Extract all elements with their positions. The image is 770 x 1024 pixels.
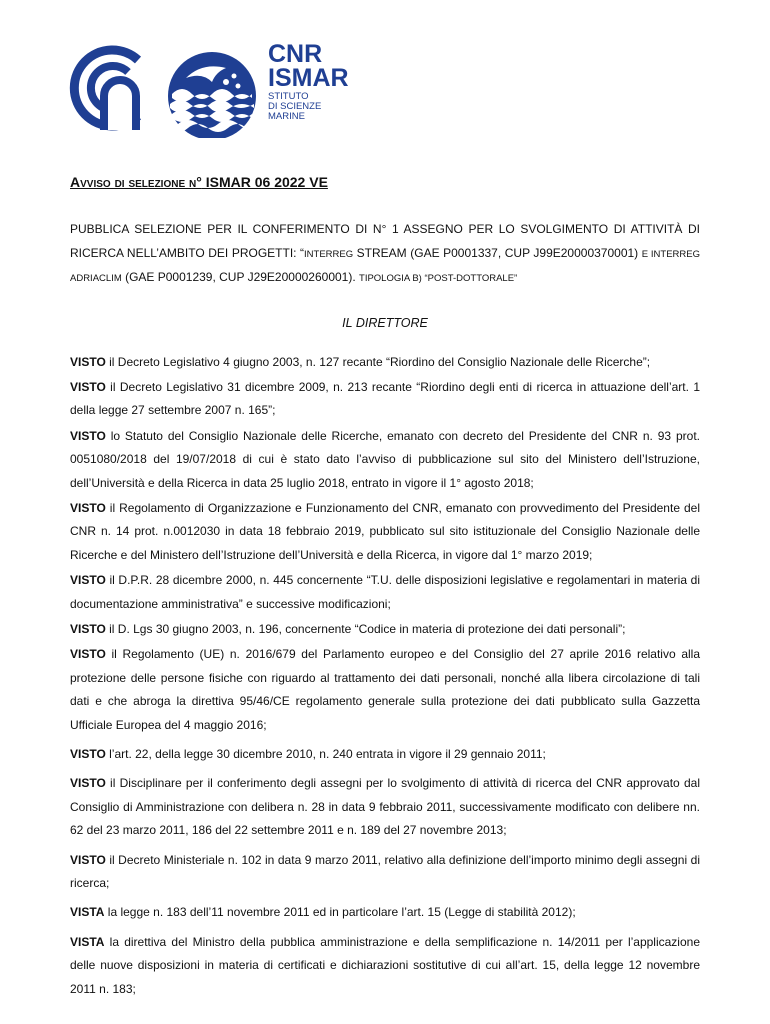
recital-text: il Decreto Legislativo 31 dicembre 2009, n. 213 recante “Riordino degli enti di ricerca in attuazione dell’art. 1 della legge 27 settembre 2007 n. 165”; (70, 379, 700, 418)
recital-text: il Decreto Ministeriale n. 102 in data 9 marzo 2011, relativo alla definizione dell’importo minimo degli assegni di ricerca; (70, 852, 700, 891)
logo-institute-line1: STITUTO (268, 91, 309, 102)
subject-part2: STREAM (GAE P0001337, CUP J99E20000370001) (353, 245, 642, 260)
recital-paragraph (70, 772, 700, 842)
recital-keyword: VISTO (70, 776, 106, 791)
logo-institute-name (268, 92, 321, 122)
notice-subject (70, 218, 700, 291)
notice-title-lead: Avviso di selezione n° (70, 174, 202, 190)
recital-keyword: VISTO (70, 354, 106, 369)
recital-text: lo Statuto del Consiglio Nazionale delle Ricerche, emanato con decreto del Presidente del CNR n. 93 prot. 0051080/2018 del 19/07/2018 di cui è stato dato l’avviso di pubblicazione sul sito del Ministero dell’Istruzione, dell’Università e della Ricerca in data 25 luglio 2018, entrato in vigore il 1° agosto 2018; (70, 428, 700, 490)
recital-paragraph (70, 497, 700, 567)
recital-keyword: VISTO (70, 747, 106, 761)
recital-keyword: VISTO (70, 428, 106, 443)
recital-keyword: VISTO (70, 573, 106, 588)
recital-keyword: VISTO (70, 379, 106, 394)
recital-keyword: VISTO (70, 621, 106, 636)
recital-keyword: VISTO (70, 852, 106, 867)
recital-text: l’art. 22, della legge 30 dicembre 2010, n. 240 entrata in vigore il 29 gennaio 2011; (105, 747, 546, 761)
recital-paragraph (70, 618, 700, 641)
recital-paragraph (70, 931, 700, 1001)
subject-sc3: TIPOLOGIA B) “POST-DOTTORALE” (359, 273, 518, 284)
recital-paragraph (70, 643, 700, 737)
logo-wordmark (268, 42, 349, 90)
recital-paragraph (70, 376, 700, 423)
subject-sc2: E INTERREG ADRIACLIM (70, 248, 700, 284)
logo-mark-icon (66, 38, 266, 138)
logo-cnr: CNR (268, 40, 323, 68)
recital-text: il Regolamento (UE) n. 2016/679 del Parlamento europeo e del Consiglio del 27 aprile 2016 relativo alla protezione delle persone fisiche con riguardo al trattamento dei dati personali, nonché alla libera circolazione di tali dati e che abroga la direttiva 95/46/CE regolamento generale sulla protezione dei dati pubblicato sulla Gazzetta Ufficiale Europea del 4 maggio 2016; (70, 647, 700, 732)
recital-keyword: VISTA (70, 934, 105, 949)
subject-sc1: INTERREG (304, 248, 354, 260)
recital-keyword: VISTO (70, 500, 106, 515)
subject-part1: PUBBLICA SELEZIONE PER IL CONFERIMENTO DI N° 1 ASSEGNO PER LO SVOLGIMENTO DI ATTIVITÀ DI RICERCA NELL’AMBITO DEI PROGETTI: “ (70, 222, 700, 260)
recital-paragraph (70, 743, 700, 766)
recital-text: il Disciplinare per il conferimento degli assegni per lo svolgimento di attività di ricerca del CNR approvato dal Consiglio di Amministrazione con delibera n. 28 in data 9 febbraio 2011, successivamente modificato con delibere nn. 62 del 23 marzo 2011, 186 del 22 settembre 2011 e n. 189 del 27 novembre 2013; (70, 776, 700, 838)
recitals-list (70, 351, 700, 1002)
logo-institute-line3: MARINE (268, 111, 305, 122)
notice-title-code: ISMAR 06 2022 VE (201, 174, 328, 190)
recital-keyword: VISTA (70, 905, 105, 920)
recital-text: la direttiva del Ministro della pubblica amministrazione e della semplificazione n. 14/2011 per l’applicazione delle nuove disposizioni in materia di certificati e dichiarazioni sostitutive di cui all’art. 15, della legge 12 novembre 2011 n. 183; (70, 934, 700, 996)
recital-paragraph (70, 849, 700, 896)
recital-paragraph (70, 569, 700, 616)
logo-institute-line2: DI SCIENZE (268, 101, 322, 112)
notice-title (70, 168, 700, 196)
recital-paragraph (70, 351, 700, 374)
recital-text: il D.P.R. 28 dicembre 2000, n. 445 concernente “T.U. delle disposizioni legislative e regolamentari in materia di documentazione amministrativa” e successive modificazioni; (70, 573, 700, 611)
subject-part3: (GAE P0001239, CUP J29E20000260001). (121, 270, 360, 284)
recital-text: la legge n. 183 dell’11 novembre 2011 ed in particolare l’art. 15 (Legge di stabilità 2012); (104, 905, 576, 920)
director-heading: IL DIRETTORE (342, 315, 428, 330)
recital-keyword: VISTO (70, 647, 106, 662)
recital-paragraph (70, 901, 700, 924)
recital-text: il Regolamento di Organizzazione e Funzionamento del CNR, emanato con provvedimento del Presidente del CNR n. 14 prot. n.0012030 in data 18 febbraio 2019, pubblicato sul sito istituzionale del Consiglio Nazionale delle Ricerche e del Ministero dell’Istruzione dell’Università e della Ricerca, in vigore dal 1° marzo 2019; (70, 500, 700, 562)
document-body (70, 168, 700, 1003)
logo-ismar: ISMAR (268, 64, 349, 92)
recital-paragraph (70, 425, 700, 495)
recital-text: il Decreto Legislativo 4 giugno 2003, n. 127 recante “Riordino del Consiglio Nazionale delle Ricerche”; (105, 354, 651, 369)
recital-text: il D. Lgs 30 giugno 2003, n. 196, concernente “Codice in materia di protezione dei dati personali”; (105, 621, 626, 636)
